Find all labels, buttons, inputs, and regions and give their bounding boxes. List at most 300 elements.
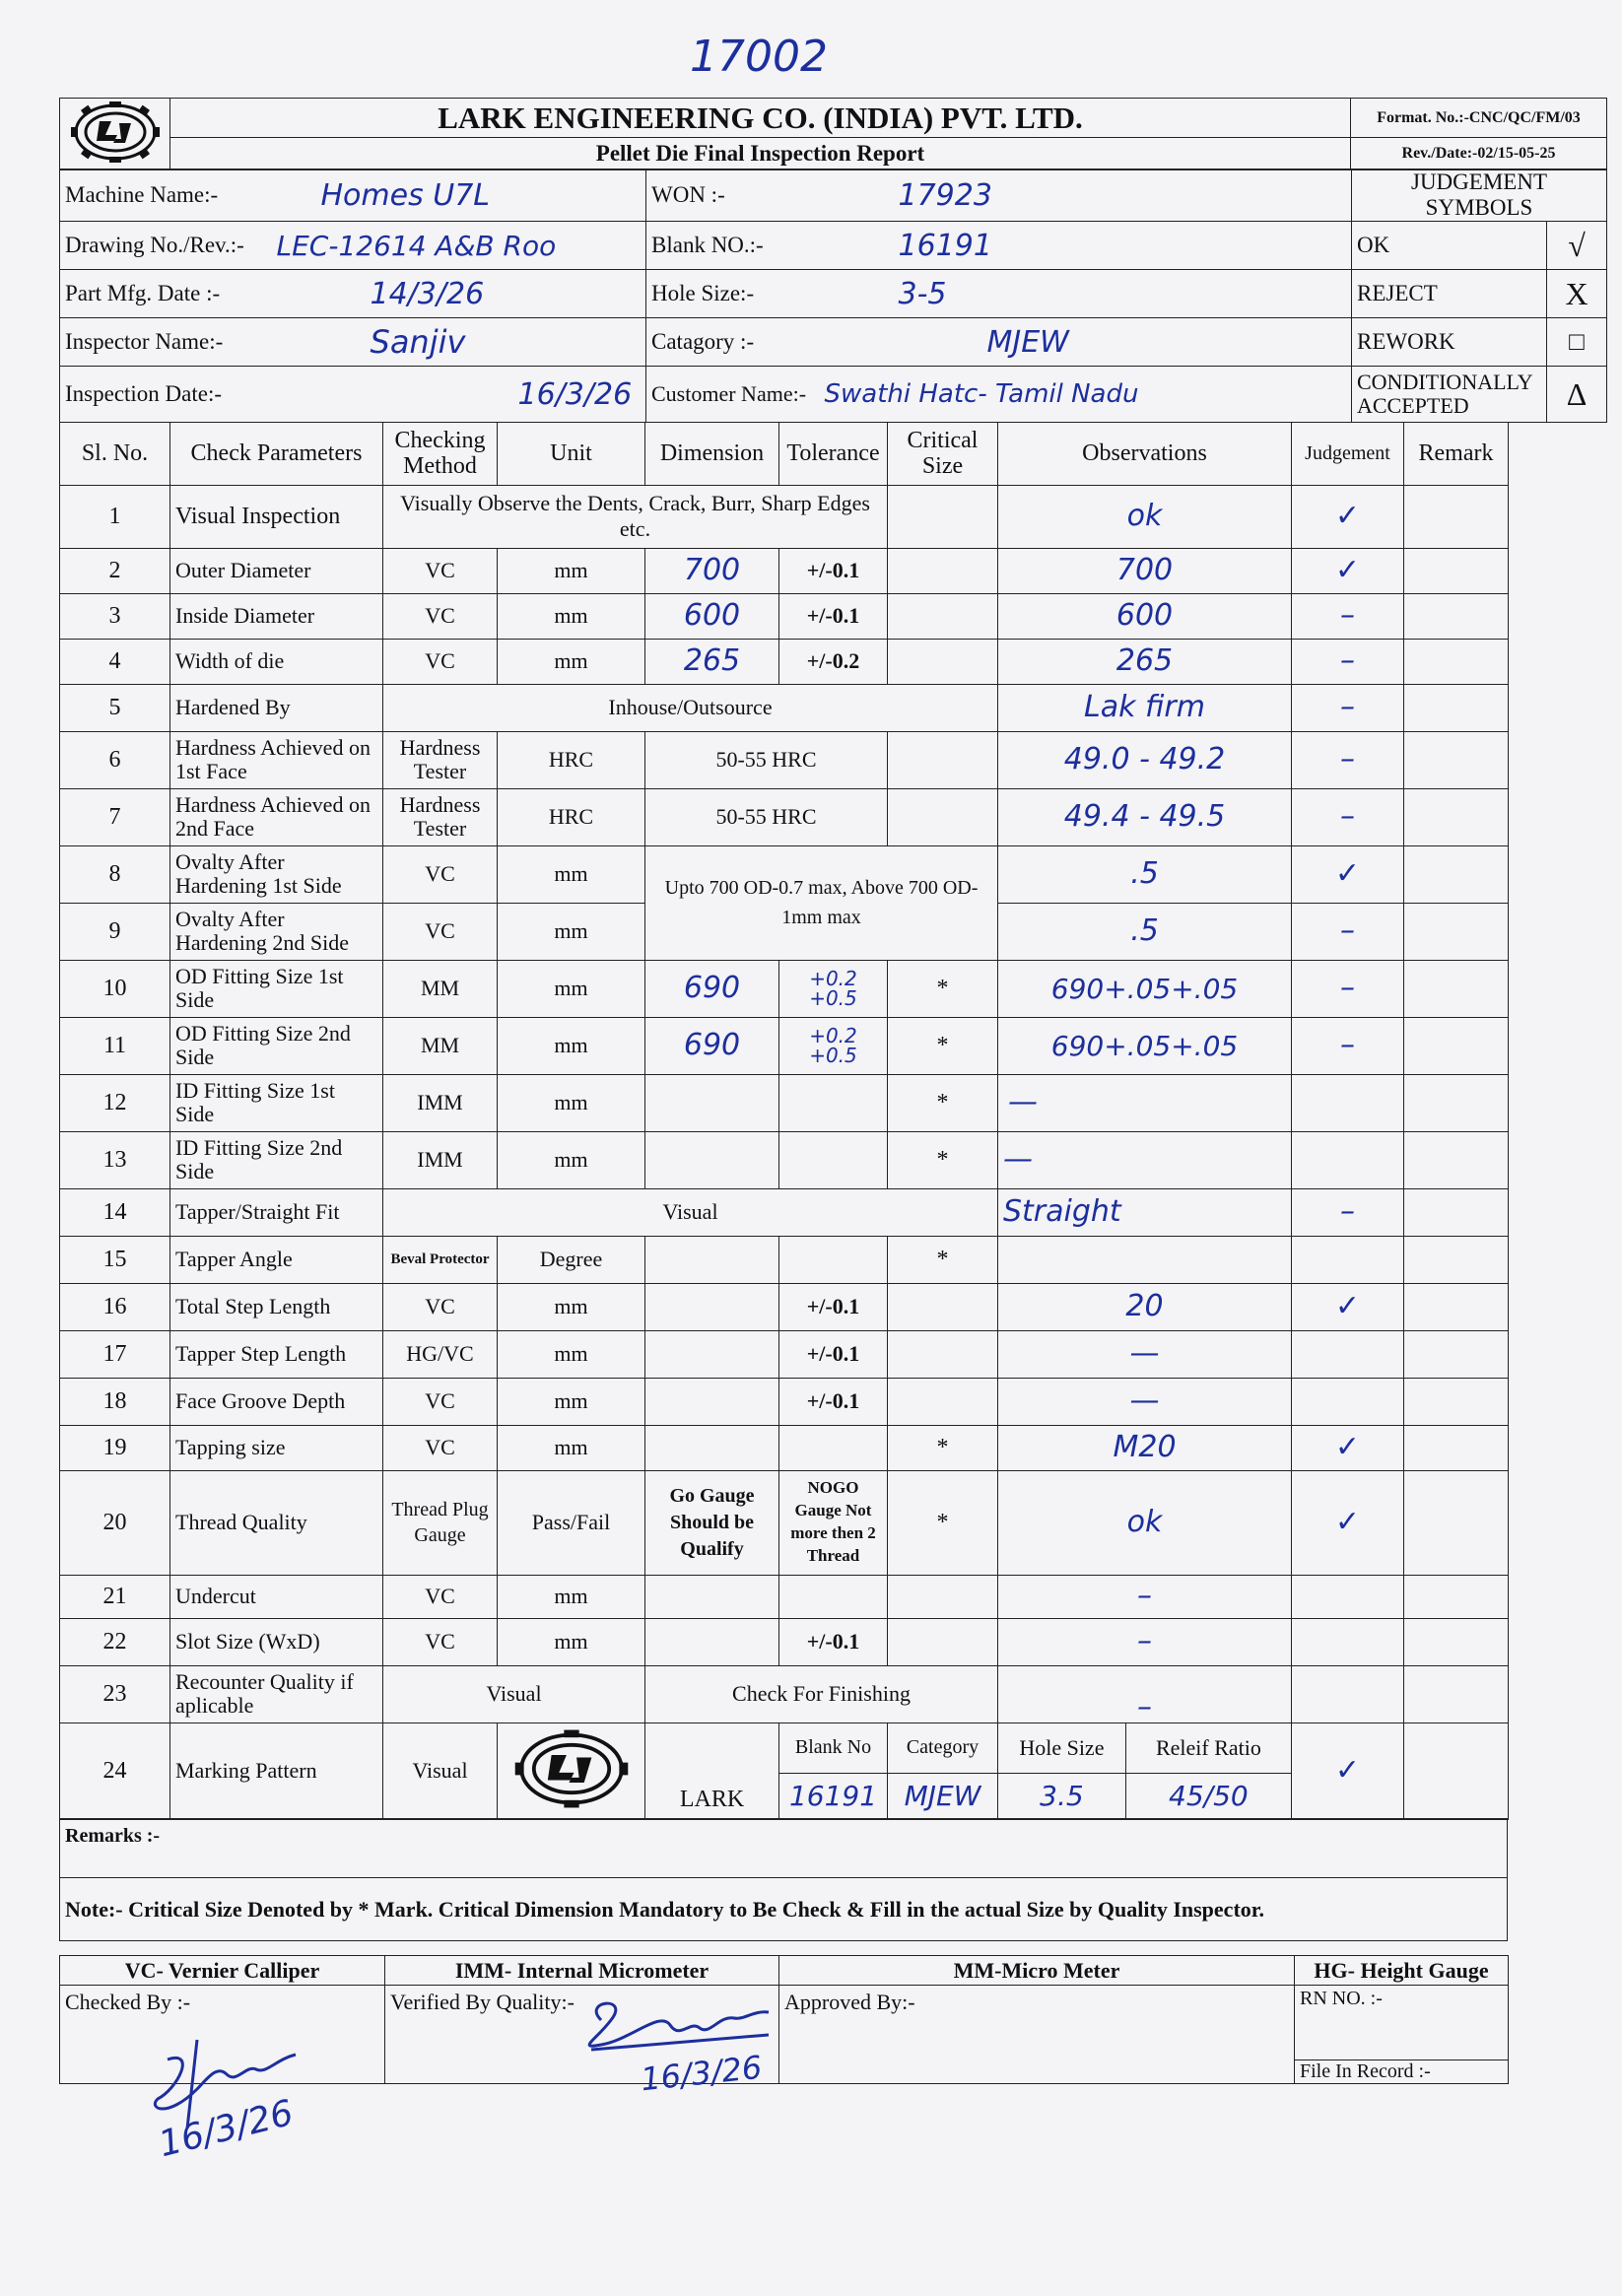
row-sl: 21 <box>60 1575 170 1618</box>
marking-value-relief[interactable]: 45/50 <box>1169 1780 1249 1813</box>
table-row <box>60 1470 1509 1575</box>
row-critical: * <box>888 1470 998 1575</box>
row-dimension[interactable] <box>645 1425 779 1470</box>
machine-name-value[interactable]: Homes U7L <box>272 169 646 222</box>
row-method: VC <box>383 903 498 960</box>
row-tolerance[interactable]: +0.2 +0.5 <box>779 960 888 1017</box>
row-remark[interactable] <box>1404 1378 1509 1425</box>
row-sl: 6 <box>60 731 170 788</box>
col-judgement: Judgement <box>1292 422 1404 485</box>
row-unit: HRC <box>498 788 645 845</box>
row-critical <box>888 788 998 845</box>
inspection-date-value[interactable]: 16/3/26 <box>272 367 646 423</box>
row-remark[interactable] <box>1404 548 1509 593</box>
row-unit: mm <box>498 1378 645 1425</box>
row-judgement[interactable]: ✓ <box>1292 845 1404 903</box>
row-critical <box>888 639 998 684</box>
machine-name-label: Machine Name:- <box>60 169 272 222</box>
row-sl: 9 <box>60 903 170 960</box>
row-method: Visual <box>383 1722 498 1819</box>
row-tolerance: +/-0.1 <box>779 548 888 593</box>
row-judgement[interactable]: – <box>1292 960 1404 1017</box>
row-param: Tapper Angle <box>170 1236 383 1283</box>
row-observation[interactable]: 20 <box>998 1283 1292 1330</box>
symbol-reject: X <box>1547 270 1607 317</box>
row-dimension[interactable] <box>645 1378 779 1425</box>
row-judgement[interactable]: ✓ <box>1292 1425 1404 1470</box>
row-sl: 7 <box>60 788 170 845</box>
row-tolerance: +/-0.1 <box>779 1330 888 1378</box>
row-spec: 50-55 HRC <box>645 731 888 788</box>
symbol-rework-label: REWORK <box>1357 329 1455 355</box>
symbol-ok-label: OK <box>1357 233 1390 258</box>
row-dimension[interactable]: 690 <box>645 960 779 1017</box>
row-spec-a: Visual <box>383 1665 645 1722</box>
row-critical: * <box>888 1425 998 1470</box>
row-observation[interactable]: — <box>998 1131 1292 1188</box>
row-tolerance[interactable] <box>779 1074 888 1131</box>
part-mfg-date-value[interactable]: 14/3/26 <box>272 270 646 318</box>
company-name: LARK ENGINEERING CO. (INDIA) PVT. LTD. <box>170 99 1351 138</box>
row-judgement[interactable] <box>1292 1330 1404 1378</box>
blank-no-label: Blank NO.:- <box>646 222 820 270</box>
row-dimension[interactable] <box>645 1575 779 1618</box>
row-unit: mm <box>498 1575 645 1618</box>
row-remark[interactable] <box>1404 1188 1509 1236</box>
report-info <box>59 169 1607 423</box>
row-judgement[interactable]: ✓ <box>1292 485 1404 548</box>
row-unit: Degree <box>498 1236 645 1283</box>
row-method: VC <box>383 845 498 903</box>
remarks-label[interactable]: Remarks :- <box>60 1819 1508 1878</box>
col-remark: Remark <box>1404 422 1509 485</box>
row-unit: mm <box>498 1283 645 1330</box>
row-remark[interactable] <box>1404 788 1509 845</box>
row-remark[interactable] <box>1404 1425 1509 1470</box>
row-judgement[interactable]: – <box>1292 593 1404 639</box>
legend-hg: HG- Height Gauge <box>1295 1956 1509 1986</box>
table-row <box>60 639 1509 684</box>
legend-vc: VC- Vernier Calliper <box>60 1956 385 1986</box>
row-tolerance[interactable] <box>779 1131 888 1188</box>
row-method: VC <box>383 593 498 639</box>
row-spec-b: Check For Finishing <box>645 1665 998 1722</box>
row-observation[interactable]: — <box>998 1330 1292 1378</box>
inspector-name-label: Inspector Name:- <box>60 318 272 367</box>
row-unit: HRC <box>498 731 645 788</box>
row-judgement[interactable]: – <box>1292 1188 1404 1236</box>
row-critical: * <box>888 960 998 1017</box>
row-unit: mm <box>498 593 645 639</box>
row-tolerance: +/-0.1 <box>779 593 888 639</box>
row-param: Total Step Length <box>170 1283 383 1330</box>
row-unit: mm <box>498 903 645 960</box>
table-row <box>60 1618 1509 1665</box>
row-judgement[interactable]: – <box>1292 1017 1404 1074</box>
row-param: Ovalty After Hardening 2nd Side <box>170 903 383 960</box>
checked-date: 16/3/26 <box>155 2092 298 2166</box>
category-value[interactable]: MJEW <box>820 318 1352 367</box>
row-method: Hardness Tester <box>383 731 498 788</box>
row-remark[interactable] <box>1404 639 1509 684</box>
symbol-conditional: Δ <box>1547 367 1607 422</box>
marking-header-hole-relief <box>998 1722 1292 1773</box>
col-tolerance: Tolerance <box>779 422 888 485</box>
table-row <box>60 1330 1509 1378</box>
row-unit: mm <box>498 1131 645 1188</box>
row-judgement[interactable] <box>1292 1575 1404 1618</box>
row-sl: 3 <box>60 593 170 639</box>
row-judgement[interactable] <box>1292 1131 1404 1188</box>
approved-by[interactable]: Approved By:- <box>779 1986 1295 2084</box>
row-observation[interactable]: .5 <box>998 903 1292 960</box>
row-sl: 23 <box>60 1665 170 1722</box>
row-param: Width of die <box>170 639 383 684</box>
marking-header-relief: Releif Ratio <box>1155 1734 1261 1760</box>
rn-no[interactable]: RN NO. :- <box>1295 1986 1509 2060</box>
category-label: Catagory :- <box>646 318 820 367</box>
row-judgement[interactable]: – <box>1292 684 1404 731</box>
legend-mm: MM-Micro Meter <box>779 1956 1295 1986</box>
row-unit: mm <box>498 1618 645 1665</box>
row-unit: mm <box>498 1330 645 1378</box>
table-row <box>60 1425 1509 1470</box>
table-row <box>60 1283 1509 1330</box>
row-tolerance: +/-0.1 <box>779 1618 888 1665</box>
row-dimension[interactable]: 700 <box>645 548 779 593</box>
legend-imm: IMM- Internal Micrometer <box>385 1956 779 1986</box>
col-method: Checking Method <box>383 422 498 485</box>
customer-name-value[interactable]: Swathi Hatc- Tamil Nadu <box>820 367 1352 423</box>
table-header-row <box>60 422 1509 485</box>
row-sl: 10 <box>60 960 170 1017</box>
symbol-ok: √ <box>1547 222 1607 269</box>
row-judgement[interactable]: ✓ <box>1292 1722 1404 1819</box>
row-judgement[interactable]: – <box>1292 639 1404 684</box>
row-method: IMM <box>383 1074 498 1131</box>
symbol-reject-row <box>1352 270 1607 318</box>
row-judgement[interactable]: ✓ <box>1292 1283 1404 1330</box>
row-unit: mm <box>498 1425 645 1470</box>
row-critical <box>888 1330 998 1378</box>
row-tolerance[interactable] <box>779 1236 888 1283</box>
row-method: VC <box>383 1618 498 1665</box>
row-dimension[interactable] <box>645 1131 779 1188</box>
row-param: Tapper Step Length <box>170 1330 383 1378</box>
lark-logo-icon <box>70 100 161 165</box>
row-remark[interactable] <box>1404 1618 1509 1665</box>
row-observation[interactable]: 49.0 - 49.2 <box>998 731 1292 788</box>
row-sl: 5 <box>60 684 170 731</box>
row-dimension[interactable] <box>645 1618 779 1665</box>
row-param: Undercut <box>170 1575 383 1618</box>
marking-value-hole[interactable]: 3.5 <box>998 1774 1125 1819</box>
row-tolerance: +/-0.1 <box>779 1378 888 1425</box>
row-observation[interactable]: 690+.05+.05 <box>998 1017 1292 1074</box>
inspection-date-label: Inspection Date:- <box>60 367 272 423</box>
row-unit: mm <box>498 1017 645 1074</box>
row-judgement[interactable]: ✓ <box>1292 548 1404 593</box>
row-observation[interactable]: 690+.05+.05 <box>998 960 1292 1017</box>
row-param: Tapping size <box>170 1425 383 1470</box>
table-row <box>60 593 1509 639</box>
row-critical <box>888 1618 998 1665</box>
table-row <box>60 1188 1509 1236</box>
row-observation[interactable]: ok <box>998 1470 1292 1575</box>
ovalty-spec: Upto 700 OD-0.7 max, Above 700 OD-1mm max <box>645 845 998 960</box>
row-remark[interactable] <box>1404 1575 1509 1618</box>
col-param: Check Parameters <box>170 422 383 485</box>
row-sl: 24 <box>60 1722 170 1819</box>
row-tolerance[interactable]: +0.2 +0.5 <box>779 1017 888 1074</box>
row-tolerance[interactable] <box>779 1575 888 1618</box>
row-method: MM <box>383 960 498 1017</box>
row-remark[interactable] <box>1404 1330 1509 1378</box>
customer-name-label: Customer Name:- <box>646 367 820 423</box>
row-param: OD Fitting Size 2nd Side <box>170 1017 383 1074</box>
row-dimension[interactable]: 600 <box>645 593 779 639</box>
table-row <box>60 845 1509 903</box>
row-method: VC <box>383 1283 498 1330</box>
row-method: VC <box>383 548 498 593</box>
row-observation[interactable]: .5 <box>998 845 1292 903</box>
row-param: ID Fitting Size 1st Side <box>170 1074 383 1131</box>
marking-value-category[interactable]: MJEW <box>888 1773 998 1819</box>
row-unit: mm <box>498 548 645 593</box>
row-observation[interactable]: – <box>998 1575 1292 1618</box>
row-observation[interactable]: Lak firm <box>998 684 1292 731</box>
row-sl: 20 <box>60 1470 170 1575</box>
row-critical <box>888 1378 998 1425</box>
row-dimension[interactable] <box>645 1330 779 1378</box>
table-row <box>60 485 1509 548</box>
row-judgement[interactable] <box>1292 1665 1404 1722</box>
inspection-report-sheet <box>59 98 1588 2084</box>
row-param: Outer Diameter <box>170 548 383 593</box>
hole-size-value[interactable]: 3-5 <box>820 270 1352 318</box>
row-method: VC <box>383 1378 498 1425</box>
row-sl: 19 <box>60 1425 170 1470</box>
row-sl: 15 <box>60 1236 170 1283</box>
row-judgement[interactable]: – <box>1292 788 1404 845</box>
row-observation[interactable]: 700 <box>998 548 1292 593</box>
table-row <box>60 1575 1509 1618</box>
row-param: Thread Quality <box>170 1470 383 1575</box>
row-dimension[interactable]: 690 <box>645 1017 779 1074</box>
row-observation[interactable]: 600 <box>998 593 1292 639</box>
table-row <box>60 1378 1509 1425</box>
row-judgement[interactable] <box>1292 1378 1404 1425</box>
row-critical <box>888 485 998 548</box>
row-dimension: Go Gauge Should be Qualify <box>645 1470 779 1575</box>
row-sl: 1 <box>60 485 170 548</box>
row-critical <box>888 1575 998 1618</box>
row-param: Tapper/Straight Fit <box>170 1188 383 1236</box>
symbol-rework: □ <box>1547 318 1607 366</box>
part-mfg-date-label: Part Mfg. Date :- <box>60 270 272 318</box>
row-param: Inside Diameter <box>170 593 383 639</box>
judgement-symbols-title: JUDGEMENT SYMBOLS <box>1352 169 1607 222</box>
row-observation[interactable]: 49.4 - 49.5 <box>998 788 1292 845</box>
row-observation[interactable]: M20 <box>998 1425 1292 1470</box>
row-remark[interactable] <box>1404 1722 1509 1819</box>
remarks-note <box>59 1818 1508 1941</box>
row-unit: mm <box>498 1074 645 1131</box>
file-in-record[interactable]: File In Record :- <box>1295 2060 1509 2084</box>
row-remark[interactable] <box>1404 1665 1509 1722</box>
marking-header-blank: Blank No <box>779 1722 888 1773</box>
symbol-conditional-row <box>1352 367 1607 423</box>
row-critical: * <box>888 1236 998 1283</box>
col-dimension: Dimension <box>645 422 779 485</box>
row-method: Thread Plug Gauge <box>383 1470 498 1575</box>
row-observation[interactable]: — <box>998 1074 1292 1131</box>
table-row <box>60 1131 1509 1188</box>
col-observations: Observations <box>998 422 1292 485</box>
row-param: Recounter Quality if aplicable <box>170 1665 383 1722</box>
row-observation[interactable]: — <box>998 1378 1292 1425</box>
row-param: Hardness Achieved on 1st Face <box>170 731 383 788</box>
marking-header-category: Category <box>888 1722 998 1773</box>
table-row <box>60 1722 1509 1773</box>
row-dimension[interactable] <box>645 1236 779 1283</box>
row-dimension[interactable] <box>645 1074 779 1131</box>
row-observation[interactable]: 265 <box>998 639 1292 684</box>
row-spec: Visually Observe the Dents, Crack, Burr, Sharp Edges etc. <box>383 485 888 548</box>
checked-by[interactable]: Checked By :- <box>60 1986 385 2084</box>
row-tolerance: NOGO Gauge Not more then 2 Thread <box>779 1470 888 1575</box>
marking-lark-text: LARK <box>645 1722 779 1819</box>
row-judgement[interactable] <box>1292 1236 1404 1283</box>
row-sl: 16 <box>60 1283 170 1330</box>
row-critical <box>888 548 998 593</box>
row-tolerance[interactable] <box>779 1425 888 1470</box>
table-row <box>60 684 1509 731</box>
inspection-table <box>59 422 1509 1820</box>
critical-note: Note:- Critical Size Denoted by * Mark. Critical Dimension Mandatory to Be Check & Fill in the actual Size by Quality Inspector. <box>60 1878 1508 1941</box>
row-spec: Inhouse/Outsource <box>383 684 998 731</box>
row-sl: 17 <box>60 1330 170 1378</box>
row-remark[interactable] <box>1404 960 1509 1017</box>
row-tolerance: +/-0.2 <box>779 639 888 684</box>
row-unit: mm <box>498 960 645 1017</box>
symbol-reject-label: REJECT <box>1357 281 1438 306</box>
blank-no-value[interactable]: 16191 <box>820 222 1352 270</box>
col-unit: Unit <box>498 422 645 485</box>
row-param: Marking Pattern <box>170 1722 383 1819</box>
row-judgement[interactable]: – <box>1292 903 1404 960</box>
row-sl: 13 <box>60 1131 170 1188</box>
row-remark[interactable] <box>1404 485 1509 548</box>
row-remark[interactable] <box>1404 593 1509 639</box>
row-param: Face Groove Depth <box>170 1378 383 1425</box>
row-method: VC <box>383 1575 498 1618</box>
table-row <box>60 788 1509 845</box>
symbol-conditional-label: CONDITIONALLY ACCEPTED <box>1357 370 1532 419</box>
row-method: MM <box>383 1017 498 1074</box>
row-tolerance: +/-0.1 <box>779 1283 888 1330</box>
revision-date: Rev./Date:-02/15-05-25 <box>1351 138 1607 170</box>
row-sl: 4 <box>60 639 170 684</box>
row-observation[interactable]: – <box>998 1618 1292 1665</box>
row-method: Hardness Tester <box>383 788 498 845</box>
row-method: VC <box>383 639 498 684</box>
row-remark[interactable] <box>1404 845 1509 903</box>
row-judgement[interactable]: ✓ <box>1292 1470 1404 1575</box>
row-remark[interactable] <box>1404 1131 1509 1188</box>
row-critical: * <box>888 1017 998 1074</box>
table-row <box>60 731 1509 788</box>
row-sl: 22 <box>60 1618 170 1665</box>
row-method: IMM <box>383 1131 498 1188</box>
row-remark[interactable] <box>1404 1074 1509 1131</box>
row-remark[interactable] <box>1404 731 1509 788</box>
row-remark[interactable] <box>1404 1283 1509 1330</box>
row-method: VC <box>383 1425 498 1470</box>
row-param: Ovalty After Hardening 1st Side <box>170 845 383 903</box>
won-label: WON :- <box>646 169 820 222</box>
report-header <box>59 98 1607 170</box>
report-title: Pellet Die Final Inspection Report <box>170 138 1351 170</box>
row-param: Visual Inspection <box>170 485 383 548</box>
row-param: Hardened By <box>170 684 383 731</box>
row-spec: Visual <box>383 1188 998 1236</box>
row-observation[interactable]: – <box>998 1665 1292 1722</box>
verified-by[interactable]: Verified By Quality:- <box>385 1986 779 2084</box>
marking-logo <box>498 1722 645 1819</box>
table-row <box>60 1665 1509 1722</box>
verified-date: 16/3/26 <box>639 2048 765 2099</box>
row-sl: 2 <box>60 548 170 593</box>
row-dimension[interactable] <box>645 1283 779 1330</box>
lark-logo-icon <box>513 1727 630 1810</box>
table-row <box>60 1074 1509 1131</box>
table-row <box>60 1017 1509 1074</box>
symbol-rework-row <box>1352 318 1607 367</box>
row-remark[interactable] <box>1404 1470 1509 1575</box>
drawing-no-label: Drawing No./Rev.:- <box>60 222 272 270</box>
inspector-name-value[interactable]: Sanjiv <box>272 318 646 367</box>
row-method: Beval Protector <box>383 1236 498 1283</box>
table-row <box>60 960 1509 1017</box>
row-judgement[interactable] <box>1292 1618 1404 1665</box>
row-sl: 18 <box>60 1378 170 1425</box>
row-observation[interactable] <box>998 1236 1292 1283</box>
row-observation[interactable]: Straight <box>998 1188 1292 1236</box>
row-judgement[interactable] <box>1292 1074 1404 1131</box>
drawing-no-value[interactable]: LEC-12614 A&B Roo <box>272 222 646 270</box>
marking-value-hole-relief <box>998 1773 1292 1819</box>
row-param: Hardness Achieved on 2nd Face <box>170 788 383 845</box>
row-unit: Pass/Fail <box>498 1470 645 1575</box>
row-remark[interactable] <box>1404 1017 1509 1074</box>
row-remark[interactable] <box>1404 1236 1509 1283</box>
marking-value-blank[interactable]: 16191 <box>779 1773 888 1819</box>
row-critical <box>888 593 998 639</box>
row-critical <box>888 1283 998 1330</box>
row-dimension[interactable]: 265 <box>645 639 779 684</box>
row-observation[interactable]: ok <box>998 485 1292 548</box>
row-unit: mm <box>498 639 645 684</box>
col-sl: Sl. No. <box>60 422 170 485</box>
won-value[interactable]: 17923 <box>820 169 1352 222</box>
row-remark[interactable] <box>1404 903 1509 960</box>
row-judgement[interactable]: – <box>1292 731 1404 788</box>
row-method: HG/VC <box>383 1330 498 1378</box>
row-param: Slot Size (WxD) <box>170 1618 383 1665</box>
row-param: OD Fitting Size 1st Side <box>170 960 383 1017</box>
row-remark[interactable] <box>1404 684 1509 731</box>
